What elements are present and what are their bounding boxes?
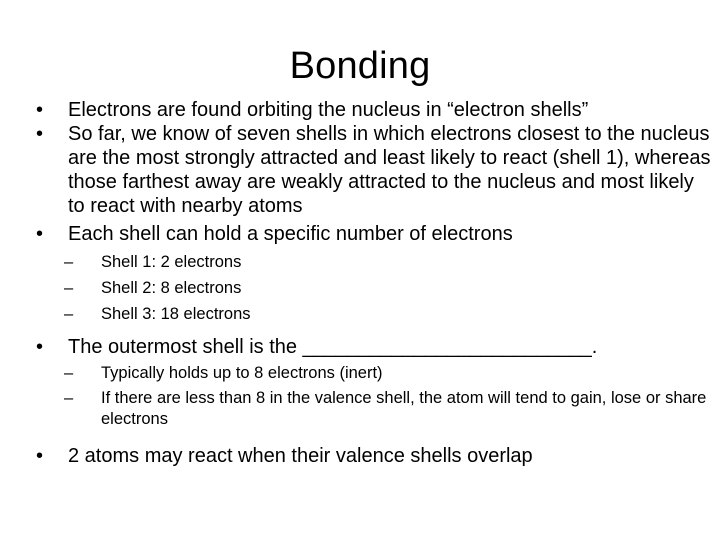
slide-content	[36, 98, 712, 468]
bullet-icon: •	[36, 445, 44, 467]
slide-title: Bonding	[289, 45, 431, 87]
bullet-item	[36, 335, 712, 359]
bullet-icon: •	[36, 223, 44, 245]
sub-bullet-text: Shell 3: 18 electrons	[101, 305, 251, 323]
sub-bullet-item	[36, 304, 712, 325]
dash-icon: –	[64, 279, 74, 297]
sub-bullet-text: If there are less than 8 in the valence shell, the atom will tend to gain, lose or share electrons	[101, 389, 707, 428]
bullet-text: Electrons are found orbiting the nucleus in “electron shells”	[68, 99, 589, 121]
bullet-item	[36, 444, 712, 468]
sub-bullet-text: Typically holds up to 8 electrons (inert)	[101, 364, 383, 382]
dash-icon: –	[64, 253, 74, 271]
sub-bullet-item	[36, 388, 712, 430]
bullet-text: The outermost shell is the __________________________.	[68, 336, 598, 358]
dash-icon: –	[64, 305, 74, 323]
bullet-icon: •	[36, 336, 44, 358]
sub-bullet-text: Shell 2: 8 electrons	[101, 279, 242, 297]
bullet-text: 2 atoms may react when their valence shells overlap	[68, 445, 533, 467]
bullet-item	[36, 222, 712, 246]
bullet-icon: •	[36, 123, 44, 145]
bullet-text: So far, we know of seven shells in which electrons closest to the nucleus are the most strongly attracted and least likely to react (shell 1), whereas those farthest away are weakly attracted to the nucleus and most likely to react with nearby atoms	[68, 123, 711, 217]
sub-bullet-item	[36, 363, 712, 384]
bullet-item	[36, 98, 712, 122]
bullet-item	[36, 122, 712, 218]
dash-icon: –	[64, 389, 74, 407]
sub-bullet-item	[36, 278, 712, 299]
bullet-text: Each shell can hold a specific number of electrons	[68, 223, 513, 245]
sub-bullet-item	[36, 252, 712, 273]
sub-bullet-text: Shell 1: 2 electrons	[101, 253, 242, 271]
bullet-icon: •	[36, 99, 44, 121]
dash-icon: –	[64, 364, 74, 382]
